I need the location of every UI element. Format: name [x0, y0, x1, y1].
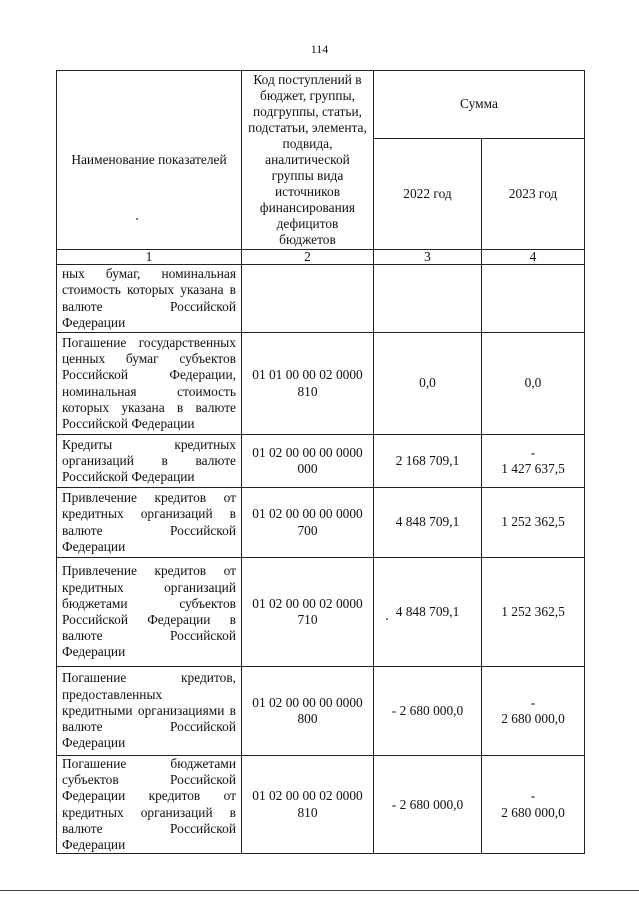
header-year-2022-text: 2022 год	[403, 185, 452, 201]
header-indicator-name	[57, 71, 242, 250]
column-number-row	[57, 250, 585, 265]
row-name: Погашение государственных ценных бумаг субъектов Российской Федерации, номинальная стоимость которых указана в валюте Российской Федерации	[57, 333, 242, 435]
column-number-3: 3	[374, 250, 482, 265]
page-bottom-rule	[0, 890, 639, 891]
column-number-1: 1	[57, 250, 242, 265]
header-sum-text: Сумма	[460, 96, 498, 112]
header-row-top	[57, 71, 585, 139]
row-value-2022: - 2 680 000,0	[374, 756, 482, 854]
row-value-2023	[482, 667, 585, 756]
row-value-2022: 4 848 709,1	[374, 488, 482, 558]
header-revenue-code	[242, 71, 374, 250]
row-value-2023-amount: 2 680 000,0	[501, 804, 565, 820]
scan-speck	[386, 618, 388, 620]
row-value-2022: 0,0	[374, 333, 482, 435]
row-code: 01 02 00 00 00 0000 700	[242, 488, 374, 558]
row-value-2022: 2 168 709,1	[374, 435, 482, 488]
budget-sources-table	[56, 70, 585, 854]
row-code: 01 01 00 00 02 0000 810	[242, 333, 374, 435]
row-name: Погашение бюджетами субъектов Российской Федерации кредитов от кредитных организаций в валюте Российской Федерации	[57, 756, 242, 854]
row-value-2023	[482, 265, 585, 333]
scan-speck	[136, 218, 138, 220]
table-row	[57, 756, 585, 854]
table-row	[57, 265, 585, 333]
header-sum	[374, 71, 585, 139]
row-value-2023-amount: 1 427 637,5	[501, 461, 565, 476]
table-row	[57, 435, 585, 488]
row-value-2022: 4 848 709,1	[374, 558, 482, 667]
table-row	[57, 667, 585, 756]
row-name: Погашение кредитов, предоставленных кредитными организациями в валюте Российской Федерации	[57, 667, 242, 756]
row-name: Привлечение кредитов от кредитных организаций бюджетами субъектов Российской Федерации в валюте Российской Федерации	[57, 558, 242, 667]
row-code: 01 02 00 00 00 0000 800	[242, 667, 374, 756]
row-value-2023: 1 252 362,5	[482, 488, 585, 558]
row-name: Привлечение кредитов от кредитных организаций в валюте Российской Федерации	[57, 488, 242, 558]
row-value-2022	[374, 265, 482, 333]
page-number: 114	[310, 42, 329, 56]
row-value-2023-sign: -	[530, 694, 536, 710]
table-row	[57, 488, 585, 558]
row-code: 01 02 00 00 02 0000 710	[242, 558, 374, 667]
row-code: 01 02 00 00 02 0000 810	[242, 756, 374, 854]
row-value-2023-sign: -	[530, 444, 536, 460]
row-value-2023: 0,0	[482, 333, 585, 435]
row-value-2023-amount: 2 680 000,0	[501, 711, 565, 726]
header-revenue-code-text: Код поступлений в бюджет, группы, подгруппы, статьи, подстатьи, элемента, подвида, аналитической группы вида источников финансирования дефицитов бюджетов	[248, 72, 367, 247]
row-value-2023	[482, 435, 585, 488]
row-code	[242, 265, 374, 333]
row-name: Кредиты кредитных организаций в валюте Российской Федерации	[57, 435, 242, 488]
table-row	[57, 333, 585, 435]
column-number-2: 2	[242, 250, 374, 265]
row-value-2023	[482, 756, 585, 854]
header-indicator-name-text: Наименование показателей	[71, 151, 227, 167]
row-code: 01 02 00 00 00 0000 000	[242, 435, 374, 488]
row-value-2023: 1 252 362,5	[482, 558, 585, 667]
table-row	[57, 558, 585, 667]
row-value-2022: - 2 680 000,0	[374, 667, 482, 756]
column-number-4: 4	[482, 250, 585, 265]
header-year-2022	[374, 138, 482, 249]
row-name: ных бумаг, номинальная стоимость которых указана в валюте Российской Федерации	[57, 265, 242, 333]
header-year-2023	[482, 138, 585, 249]
row-value-2023-sign: -	[530, 788, 536, 804]
header-year-2023-text: 2023 год	[508, 185, 558, 201]
